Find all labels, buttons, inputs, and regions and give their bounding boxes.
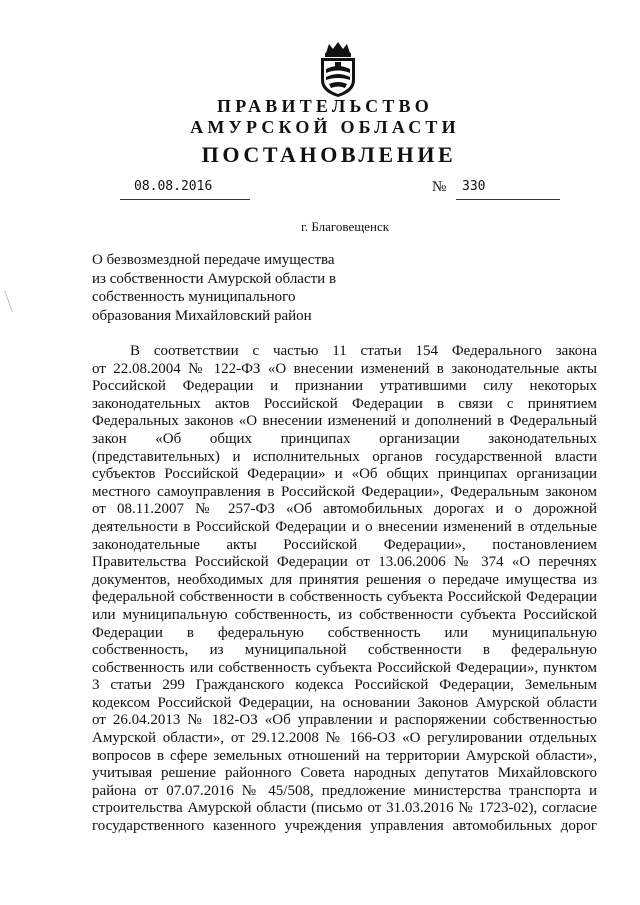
body-line: вопросов в сфере земельных отношений на территории Амурской области», [92, 747, 597, 764]
body-line: Правительства Российской Федерации от 13.06.2006 № 374 «О перечнях [92, 554, 597, 571]
body-line: федеральной собственности в собственность субъекта Российской Федерации [92, 589, 597, 606]
body-line: от 26.04.2013 № 182-ОЗ «Об управлении и распоряжении собственностью [92, 712, 597, 729]
body-line: (представительных) и исполнительных органов государственной власти [92, 448, 597, 465]
number-field [456, 177, 560, 200]
body-line: собственность, из муниципальной собственности в федеральную [92, 642, 597, 659]
body-line: документов, необходимых для принятия решения о передаче имущества из [92, 571, 597, 588]
number-sign: № [432, 179, 447, 195]
body-line: строительства Амурской области (письмо от 31.03.2016 № 1723-02), согласие [92, 800, 597, 817]
preamble-text [92, 343, 597, 836]
subject-line: из собственности Амурской области в [92, 270, 337, 287]
subject-line: О безвозмездной передаче имущества [92, 252, 335, 268]
body-line: субъектов Российской Федерации» и «Об общих принципах организации [92, 466, 597, 483]
body-line: собственность или собственность субъекта Российской Федерации», пунктом [92, 659, 597, 676]
body-line: от 08.11.2007 № 257-ФЗ «Об автомобильных дорогах и о дорожной [92, 501, 597, 518]
body-line: 3 статьи 299 Гражданского кодекса Российской Федерации, Земельным [92, 677, 597, 694]
scan-mark [4, 290, 14, 312]
subject-line: собственность муниципального [92, 289, 296, 305]
body-line: Российской Федерации и признании утратившими силу некоторых [92, 378, 597, 395]
org-title-line-1: ПРАВИТЕЛЬСТВО [217, 96, 433, 116]
body-line: Амурской области», от 29.12.2008 № 166-ОЗ «О регулировании отдельных [92, 730, 597, 747]
body-line: В соответствии с частью 11 статьи 154 Федерального закона [130, 343, 597, 359]
body-line: закон «Об общих принципах организации законодательных [92, 430, 597, 447]
city-line: г. Благовещенск [300, 219, 390, 234]
org-title-line-2: АМУРСКОЙ ОБЛАСТИ [190, 117, 460, 137]
body-line: деятельности в Российской Федерации и о внесении изменений в отдельные [92, 518, 597, 535]
body-line: государственного казенного учреждения управления автомобильных дорог [92, 818, 597, 835]
date-field [120, 177, 250, 200]
body-line: законодательных актов Российской Федерации в связи с принятием [92, 395, 597, 412]
body-line: законодательные акты Российской Федерации», постановлением [92, 536, 597, 553]
body-line: от 22.08.2004 № 122-ФЗ «О внесении изменений в законодательные акты [92, 360, 597, 377]
body-line: или муниципальную собственность, из собственности субъекта Российской [92, 606, 597, 623]
document-date: 08.08.2016 [134, 179, 213, 194]
body-line: кодексом Российской Федерации, на основании Законов Амурской области [92, 694, 597, 711]
body-line: Федеральных законов «О внесении изменений и дополнений в Федеральный [92, 413, 597, 430]
coat-of-arms-icon [315, 40, 361, 98]
subject-line: образования Михайловский район [92, 307, 312, 324]
document-number: 330 [462, 179, 486, 194]
body-line: местного самоуправления в Российской Федерации», Федеральным законом [92, 483, 597, 500]
body-line: района от 07.07.2016 № 45/508, предложение министерства транспорта и [92, 782, 597, 799]
body-line: Федерации в федеральную собственность или муниципальную [92, 624, 597, 641]
document-subject [92, 251, 422, 325]
body-line: учитывая решение районного Совета народных депутатов Михайловского [92, 765, 597, 782]
document-type-heading: ПОСТАНОВЛЕНИЕ [201, 142, 457, 167]
